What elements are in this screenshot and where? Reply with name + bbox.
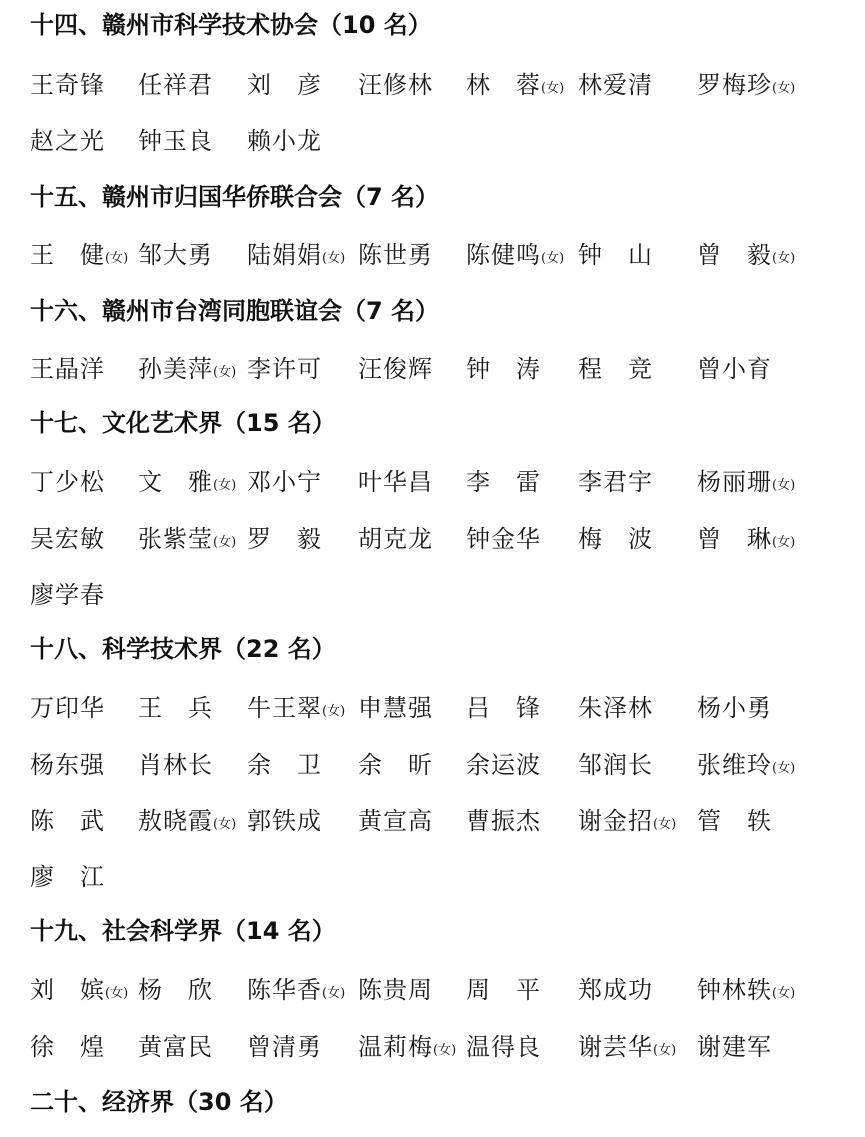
member-name bbox=[138, 691, 213, 725]
member-name bbox=[138, 352, 236, 390]
member-name-text: 曾小育 bbox=[697, 355, 772, 383]
member-name-text: 廖 江 bbox=[30, 863, 105, 891]
member-name-text: 程 竞 bbox=[578, 355, 653, 383]
member-name-text: 钟林轶 bbox=[697, 976, 772, 1004]
member-name-text: 余 卫 bbox=[247, 751, 322, 779]
member-name-text: 谢芸华 bbox=[578, 1033, 653, 1061]
member-name-text: 曾 毅 bbox=[697, 241, 772, 269]
name-row bbox=[0, 691, 865, 725]
member-name bbox=[358, 804, 433, 838]
member-name bbox=[358, 68, 433, 102]
member-name bbox=[466, 352, 541, 386]
member-name bbox=[578, 748, 653, 782]
member-name bbox=[578, 1030, 676, 1068]
female-mark: (女) bbox=[322, 704, 346, 719]
female-mark: (女) bbox=[433, 1043, 457, 1058]
member-name-text: 黄富民 bbox=[138, 1033, 213, 1061]
member-name bbox=[578, 804, 676, 842]
member-name-text: 张紫莹 bbox=[138, 525, 213, 553]
member-name bbox=[138, 1030, 213, 1064]
member-name-text: 赵之光 bbox=[30, 127, 105, 155]
member-name bbox=[138, 68, 213, 102]
member-name-text: 杨东强 bbox=[30, 751, 105, 779]
member-name-text: 钟玉良 bbox=[138, 127, 213, 155]
member-name-text: 曾 琳 bbox=[697, 525, 772, 553]
member-name bbox=[30, 578, 105, 612]
member-name bbox=[578, 465, 653, 499]
member-name bbox=[466, 748, 541, 782]
member-name bbox=[697, 973, 795, 1011]
member-name-text: 钟 涛 bbox=[466, 355, 541, 383]
section-title: 十四、赣州市科学技术协会（10 名） bbox=[30, 11, 432, 39]
member-name bbox=[578, 522, 653, 556]
member-name-text: 汪修林 bbox=[358, 71, 433, 99]
name-row bbox=[0, 522, 865, 556]
member-name-text: 钟金华 bbox=[466, 525, 541, 553]
member-name bbox=[30, 804, 105, 838]
member-name bbox=[30, 465, 105, 499]
name-row bbox=[0, 804, 865, 838]
section-title: 十九、社会科学界（14 名） bbox=[30, 917, 336, 945]
member-name bbox=[466, 522, 541, 556]
member-name bbox=[358, 238, 433, 272]
member-name bbox=[138, 465, 236, 503]
member-name bbox=[697, 691, 772, 725]
member-name bbox=[578, 352, 653, 386]
member-name bbox=[30, 352, 105, 386]
member-name bbox=[138, 522, 236, 560]
member-name bbox=[247, 352, 322, 386]
member-name bbox=[578, 973, 653, 1007]
member-name bbox=[358, 352, 433, 386]
member-name-text: 徐 煌 bbox=[30, 1033, 105, 1061]
female-mark: (女) bbox=[105, 251, 129, 266]
member-name bbox=[697, 352, 772, 386]
name-row bbox=[0, 238, 865, 272]
name-row bbox=[0, 465, 865, 499]
name-row bbox=[0, 748, 865, 782]
member-name bbox=[30, 68, 105, 102]
member-name bbox=[138, 973, 213, 1007]
female-mark: (女) bbox=[105, 986, 129, 1001]
female-mark: (女) bbox=[772, 251, 796, 266]
member-name-text: 张维玲 bbox=[697, 751, 772, 779]
member-name bbox=[358, 522, 433, 556]
member-name bbox=[466, 691, 541, 725]
member-name bbox=[466, 68, 564, 106]
section-title: 十六、赣州市台湾同胞联谊会（7 名） bbox=[30, 297, 440, 325]
member-name bbox=[466, 1030, 541, 1064]
name-row bbox=[0, 1030, 865, 1064]
member-name-text: 罗梅珍 bbox=[697, 71, 772, 99]
member-name-text: 邹润长 bbox=[578, 751, 653, 779]
member-name bbox=[30, 124, 105, 158]
member-name-text: 杨丽珊 bbox=[697, 468, 772, 496]
member-name bbox=[138, 804, 236, 842]
female-mark: (女) bbox=[772, 761, 796, 776]
female-mark: (女) bbox=[213, 535, 237, 550]
member-name-text: 王 健 bbox=[30, 241, 105, 269]
member-name-text: 胡克龙 bbox=[358, 525, 433, 553]
member-name-text: 肖林长 bbox=[138, 751, 213, 779]
member-name-text: 谢建军 bbox=[697, 1033, 772, 1061]
female-mark: (女) bbox=[213, 365, 237, 380]
member-name bbox=[30, 691, 105, 725]
female-mark: (女) bbox=[772, 986, 796, 1001]
member-name bbox=[358, 465, 433, 499]
female-mark: (女) bbox=[653, 1043, 677, 1058]
member-name bbox=[358, 1030, 456, 1068]
female-mark: (女) bbox=[772, 478, 796, 493]
member-name-text: 王奇锋 bbox=[30, 71, 105, 99]
member-name-text: 万印华 bbox=[30, 694, 105, 722]
member-name-text: 王晶洋 bbox=[30, 355, 105, 383]
member-name-text: 王 兵 bbox=[138, 694, 213, 722]
member-name-text: 邹大勇 bbox=[138, 241, 213, 269]
member-name-text: 任祥君 bbox=[138, 71, 213, 99]
member-name bbox=[358, 748, 433, 782]
member-name bbox=[697, 804, 772, 838]
member-name bbox=[578, 238, 653, 272]
member-name bbox=[247, 124, 322, 158]
member-name-text: 谢金招 bbox=[578, 807, 653, 835]
member-name bbox=[578, 691, 653, 725]
member-name-text: 邓小宁 bbox=[247, 468, 322, 496]
member-name bbox=[138, 748, 213, 782]
member-name bbox=[247, 1030, 322, 1064]
member-name bbox=[247, 465, 322, 499]
member-name-text: 敖晓霞 bbox=[138, 807, 213, 835]
member-name-text: 孙美萍 bbox=[138, 355, 213, 383]
section-title: 十七、文化艺术界（15 名） bbox=[30, 409, 336, 437]
female-mark: (女) bbox=[772, 81, 796, 96]
member-name-text: 陆娟娟 bbox=[247, 241, 322, 269]
member-name bbox=[358, 691, 433, 725]
member-name bbox=[697, 522, 795, 560]
member-name bbox=[697, 68, 795, 106]
member-name bbox=[247, 748, 322, 782]
member-name bbox=[30, 860, 105, 894]
female-mark: (女) bbox=[772, 535, 796, 550]
member-name-text: 陈 武 bbox=[30, 807, 105, 835]
member-name-text: 陈健鸣 bbox=[466, 241, 541, 269]
section-title: 二十、经济界（30 名） bbox=[30, 1088, 288, 1116]
member-name-text: 郭铁成 bbox=[247, 807, 322, 835]
member-name-text: 申慧强 bbox=[358, 694, 433, 722]
female-mark: (女) bbox=[541, 251, 565, 266]
name-row bbox=[0, 578, 865, 612]
member-name bbox=[358, 973, 433, 1007]
member-name-text: 陈世勇 bbox=[358, 241, 433, 269]
member-name bbox=[466, 804, 541, 838]
member-name-text: 汪俊辉 bbox=[358, 355, 433, 383]
member-name bbox=[697, 465, 795, 503]
member-name-text: 赖小龙 bbox=[247, 127, 322, 155]
female-mark: (女) bbox=[322, 251, 346, 266]
member-name bbox=[578, 68, 653, 102]
member-name bbox=[247, 691, 345, 729]
member-name bbox=[30, 973, 128, 1011]
member-name bbox=[466, 238, 564, 276]
member-name-text: 梅 波 bbox=[578, 525, 653, 553]
member-name-text: 郑成功 bbox=[578, 976, 653, 1004]
female-mark: (女) bbox=[653, 817, 677, 832]
member-name-text: 陈华香 bbox=[247, 976, 322, 1004]
member-name-text: 陈贵周 bbox=[358, 976, 433, 1004]
name-row bbox=[0, 124, 865, 158]
member-name-text: 吴宏敏 bbox=[30, 525, 105, 553]
member-name-text: 李君宇 bbox=[578, 468, 653, 496]
member-name bbox=[30, 1030, 105, 1064]
member-name-text: 廖学春 bbox=[30, 581, 105, 609]
name-row bbox=[0, 68, 865, 102]
member-name-text: 钟 山 bbox=[578, 241, 653, 269]
member-name-text: 杨小勇 bbox=[697, 694, 772, 722]
member-name-text: 丁少松 bbox=[30, 468, 105, 496]
member-name bbox=[138, 238, 213, 272]
name-row bbox=[0, 352, 865, 386]
member-name-text: 刘 嫔 bbox=[30, 976, 105, 1004]
female-mark: (女) bbox=[213, 478, 237, 493]
member-name-text: 温莉梅 bbox=[358, 1033, 433, 1061]
female-mark: (女) bbox=[322, 986, 346, 1001]
name-row bbox=[0, 973, 865, 1007]
member-name-text: 吕 锋 bbox=[466, 694, 541, 722]
female-mark: (女) bbox=[541, 81, 565, 96]
member-name bbox=[30, 748, 105, 782]
member-name bbox=[697, 238, 795, 276]
member-name-text: 温得良 bbox=[466, 1033, 541, 1061]
member-name-text: 朱泽林 bbox=[578, 694, 653, 722]
member-name bbox=[247, 973, 345, 1011]
member-name-text: 周 平 bbox=[466, 976, 541, 1004]
member-name-text: 黄宣高 bbox=[358, 807, 433, 835]
member-name-text: 曹振杰 bbox=[466, 807, 541, 835]
member-name-text: 杨 欣 bbox=[138, 976, 213, 1004]
member-name bbox=[466, 465, 541, 499]
member-name bbox=[30, 238, 128, 276]
member-name bbox=[247, 68, 322, 102]
member-name bbox=[697, 748, 795, 786]
member-name-text: 牛王翠 bbox=[247, 694, 322, 722]
member-name-text: 管 轶 bbox=[697, 807, 772, 835]
member-name bbox=[247, 804, 322, 838]
member-name bbox=[247, 238, 345, 276]
member-name bbox=[138, 124, 213, 158]
member-name bbox=[247, 522, 322, 556]
member-name-text: 叶华昌 bbox=[358, 468, 433, 496]
member-name bbox=[466, 973, 541, 1007]
member-name-text: 余运波 bbox=[466, 751, 541, 779]
section-title: 十五、赣州市归国华侨联合会（7 名） bbox=[30, 183, 440, 211]
member-name bbox=[30, 522, 105, 556]
member-name-text: 李许可 bbox=[247, 355, 322, 383]
member-name-text: 文 雅 bbox=[138, 468, 213, 496]
member-name-text: 曾清勇 bbox=[247, 1033, 322, 1061]
section-title: 十八、科学技术界（22 名） bbox=[30, 635, 336, 663]
member-name-text: 刘 彦 bbox=[247, 71, 322, 99]
member-name-text: 罗 毅 bbox=[247, 525, 322, 553]
member-name-text: 余 昕 bbox=[358, 751, 433, 779]
member-name-text: 李 雷 bbox=[466, 468, 541, 496]
name-row bbox=[0, 860, 865, 894]
member-name-text: 林 蓉 bbox=[466, 71, 541, 99]
member-name bbox=[697, 1030, 772, 1064]
member-name-text: 林爱清 bbox=[578, 71, 653, 99]
female-mark: (女) bbox=[213, 817, 237, 832]
